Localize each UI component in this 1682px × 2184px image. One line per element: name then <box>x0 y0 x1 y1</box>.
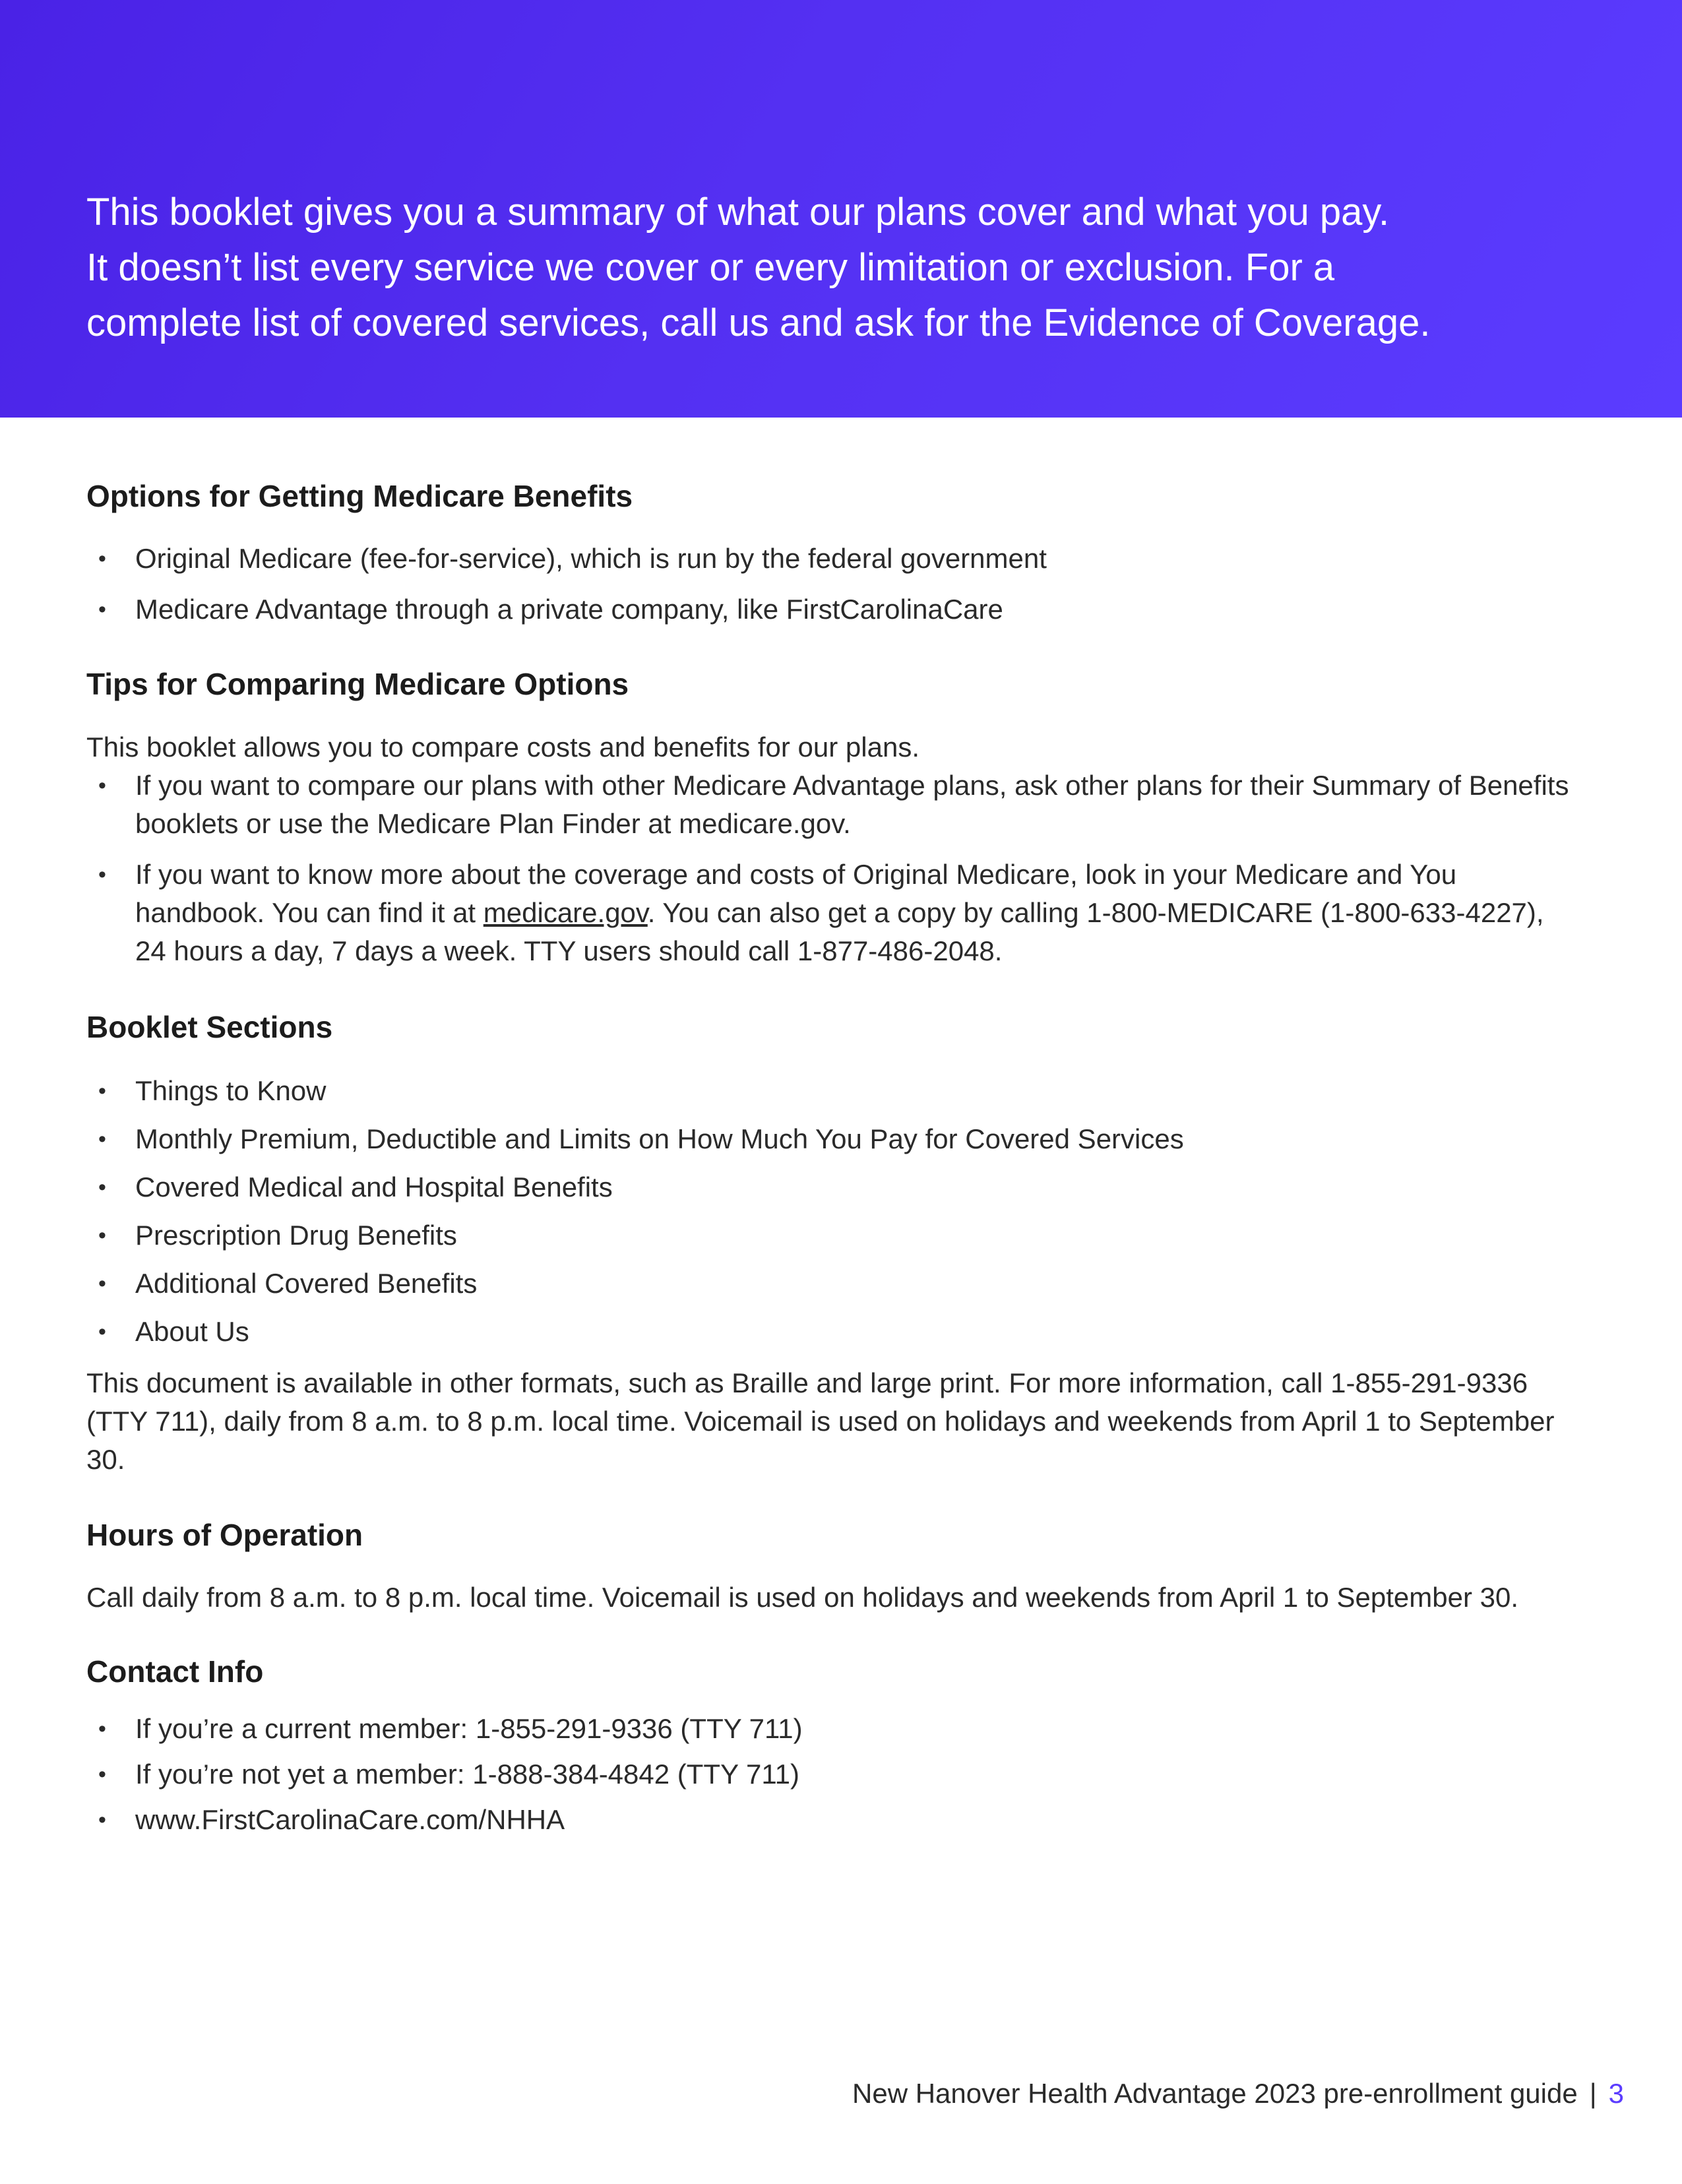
page-footer <box>852 2078 1624 2109</box>
banner-summary <box>86 185 1604 351</box>
tips-list <box>86 766 1577 970</box>
list-item: • Medicare Advantage through a private company, like FirstCarolinaCare <box>86 590 1577 629</box>
list-item: • About Us <box>86 1313 1577 1351</box>
sections-heading: Booklet Sections <box>86 1010 333 1044</box>
tips-item2-text: If you want to know more about the coverage and costs of Original Medicare, look in your Medicare and You handbook. You can find it at <box>135 859 1457 928</box>
list-item: • Original Medicare (fee-for-service), which is run by the federal government <box>86 540 1577 578</box>
hours-text: Call daily from 8 a.m. to 8 p.m. local time. Voicemail is used on holidays and weekends from April 1 to September 30. <box>86 1582 1519 1613</box>
banner-line: It doesn’t list every service we cover or every limitation or exclusion. For a <box>86 246 1335 289</box>
list-item: • Covered Medical and Hospital Benefits <box>86 1168 1577 1206</box>
tips-intro: This booklet allows you to compare costs and benefits for our plans. <box>86 732 919 763</box>
banner-line: complete list of covered services, call us and ask for the Evidence of Coverage. <box>86 301 1431 344</box>
banner-line: This booklet gives you a summary of what our plans cover and what you pay. <box>86 191 1390 234</box>
header-banner <box>0 0 1682 418</box>
hours-heading: Hours of Operation <box>86 1518 363 1552</box>
page-number: 3 <box>1608 2078 1624 2109</box>
list-item: • If you’re a current member: 1-855-291-9336 (TTY 711) <box>86 1710 1577 1748</box>
options-heading: Options for Getting Medicare Benefits <box>86 479 633 513</box>
list-item: • Prescription Drug Benefits <box>86 1216 1577 1255</box>
contact-list <box>86 1710 1577 1839</box>
contact-heading: Contact Info <box>86 1654 264 1689</box>
sections-list <box>86 1072 1577 1351</box>
footer-separator: | <box>1589 2078 1597 2109</box>
list-item <box>86 1801 1577 1839</box>
medicare-gov-link[interactable]: medicare.gov <box>483 897 648 928</box>
list-item: • Monthly Premium, Deductible and Limits on How Much You Pay for Covered Services <box>86 1120 1577 1158</box>
website-link[interactable]: www.FirstCarolinaCare.com/NHHA <box>135 1804 565 1835</box>
list-item: • Additional Covered Benefits <box>86 1264 1577 1303</box>
footer-title: New Hanover Health Advantage 2023 pre-enrollment guide <box>852 2078 1578 2109</box>
list-item: • If you want to compare our plans with other Medicare Advantage plans, ask other plans for their Summary of Benefits booklets or use the Medicare Plan Finder at medicare.gov. <box>86 766 1577 843</box>
formats-note: This document is available in other formats, such as Braille and large print. For more information, call 1-855-291-9336 (TTY 711), daily from 8 a.m. to 8 p.m. local time. Voicemail is used on holidays and weekends from April 1 to September 30. <box>86 1367 1555 1475</box>
list-item: • If you’re not yet a member: 1-888-384-4842 (TTY 711) <box>86 1755 1577 1794</box>
tips-item2-text: . You can also get a copy by calling 1-800-MEDICARE (1-800-633-4227), 24 hours a day, 7 days a week. TTY users should call 1-877-486-2048. <box>135 897 1544 966</box>
tips-heading: Tips for Comparing Medicare Options <box>86 667 629 701</box>
list-item <box>86 856 1577 970</box>
list-item: • Things to Know <box>86 1072 1577 1110</box>
options-list <box>86 540 1577 629</box>
